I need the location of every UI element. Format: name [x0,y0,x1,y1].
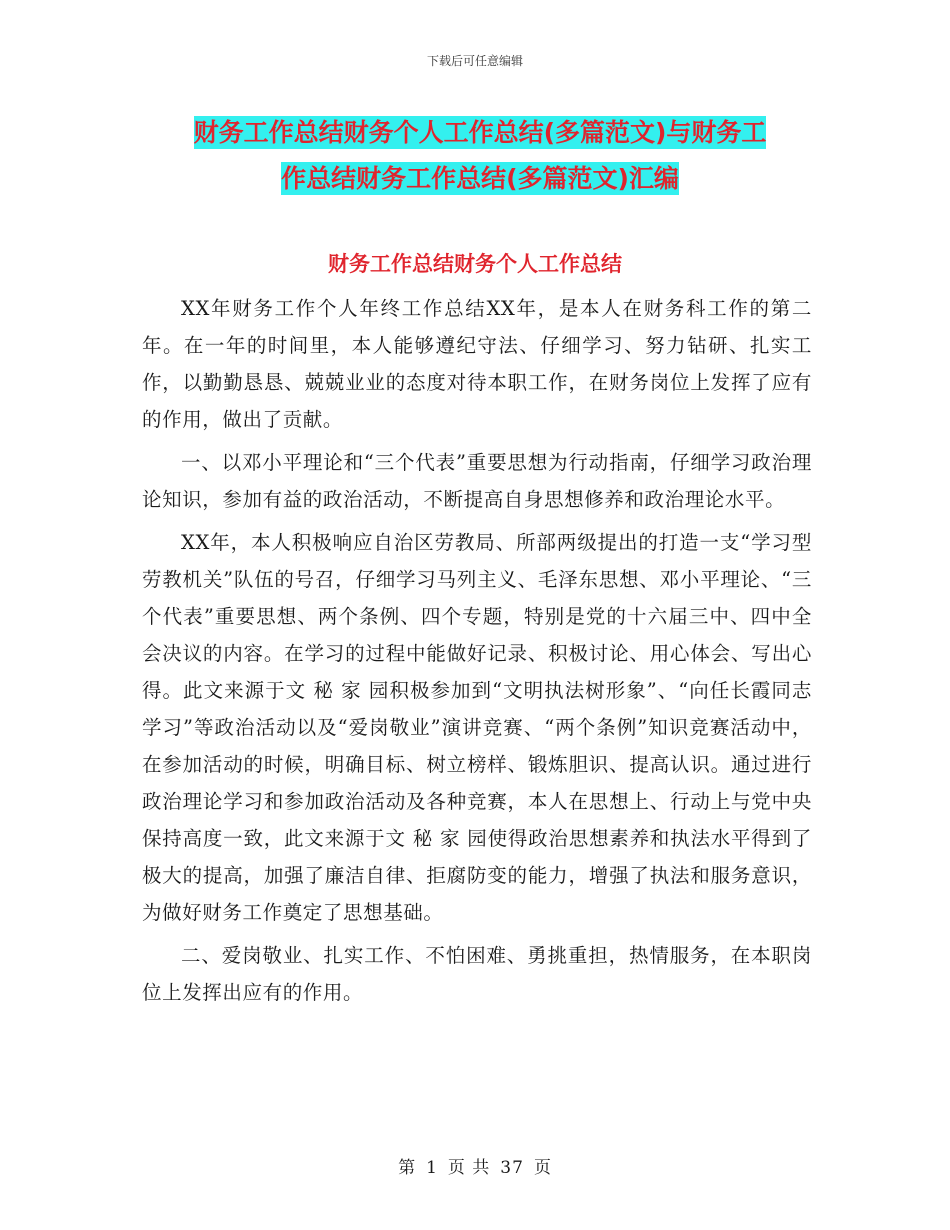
document-title [140,110,820,202]
footer-suffix: 页 [533,1158,552,1178]
footer-mid: 页 共 [447,1158,491,1178]
section-subtitle: 财务工作总结财务个人工作总结 [328,252,622,276]
page-number: 1 [426,1158,438,1178]
header-note: 下载后可任意编辑 [426,54,523,68]
paragraph: 一、以邓小平理论和“三个代表”重要思想为行动指南，仔细学习政治理论知识，参加有益的政治活动，不断提高自身思想修养和政治理论水平。 [142,451,812,511]
page-total: 37 [500,1158,524,1178]
paragraph: XX年，本人积极响应自治区劳教局、所部两级提出的打造一支“学习型劳教机关”队伍的号召，仔细学习马列主义、毛泽东思想、邓小平理论、“三个代表”重要思想、两个条例、四个专题，特别是党的十六届三中、四中全会决议的内容。在学习的过程中能做好记录、积极讨论、用心体会、写出心得。此文来源于文 秘 家 园积极参加到“文明执法树形象”、“向任长霞同志学习”等政治活动以及“爱岗敬业”演讲竞赛、“两个条例”知识竞赛活动中，在参加活动的时候，明确目标、树立榜样、锻炼胆识、提高认识。通过进行政治理论学习和参加政治活动及各种竞赛，本人在思想上、行动上与党中央保持高度一致，此文来源于文 秘 家 园使得政治思想素养和执法水平得到了极大的提高，加强了廉洁自律、拒腐防变的能力，增强了执法和服务意识，为做好财务工作奠定了思想基础。 [142,531,812,924]
title-line-1: 财务工作总结财务个人工作总结(多篇范文)与财务工 [193,118,767,147]
paragraph: XX年财务工作个人年终工作总结XX年，是本人在财务科工作的第二年。在一年的时间里，本人能够遵纪守法、仔细学习、努力钻研、扎实工作，以勤勤恳恳、兢兢业业的态度对待本职工作，在财务岗位上发挥了应有的作用，做出了贡献。 [142,297,812,431]
page-footer [0,1153,950,1178]
title-line-2: 作总结财务工作总结(多篇范文)汇编 [281,164,679,193]
paragraph: 二、爱岗敬业、扎实工作、不怕困难、勇挑重担，热情服务，在本职岗位上发挥出应有的作用。 [142,944,812,1004]
body-text [142,290,812,1017]
footer-prefix: 第 [398,1158,417,1178]
